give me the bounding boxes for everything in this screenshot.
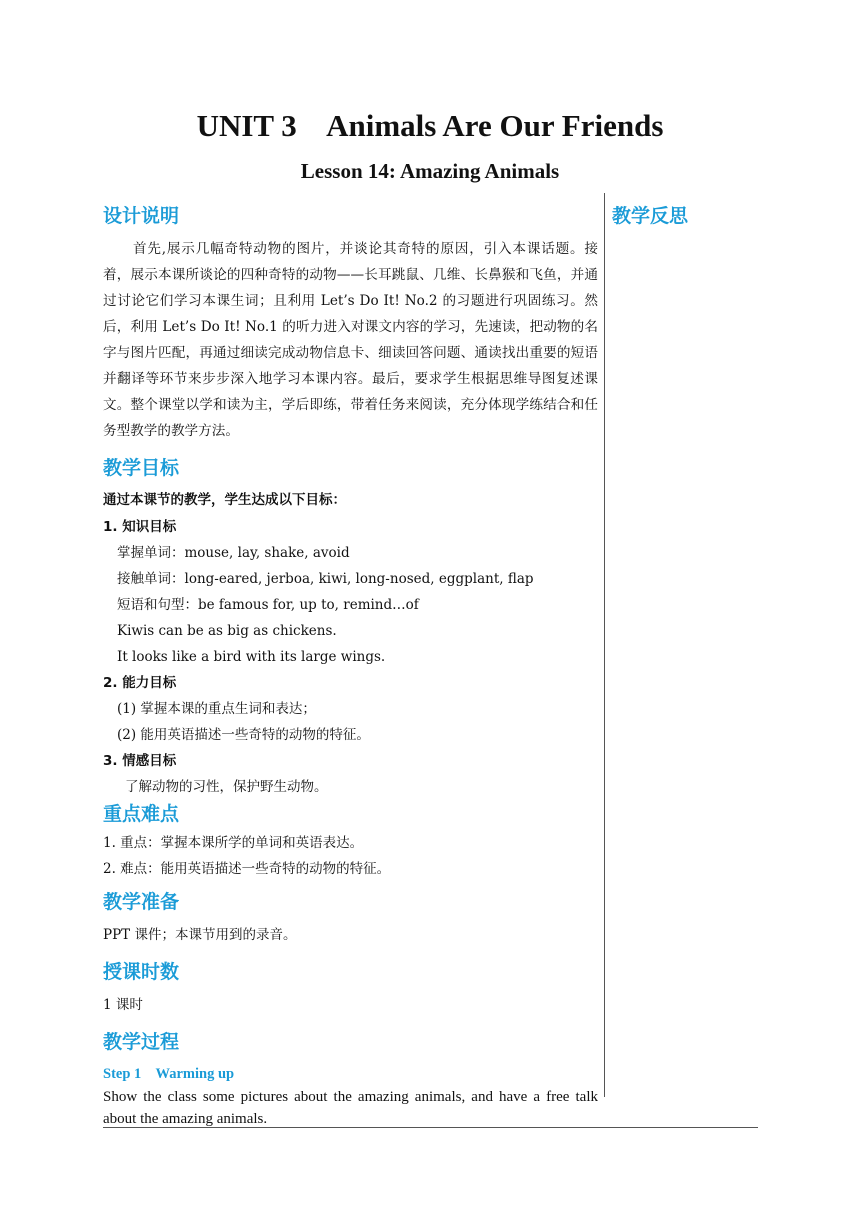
duration-text: 1 课时 [103,997,143,1013]
column-divider [604,193,605,1097]
emotion-heading: 3. 情感目标 [103,753,177,769]
step1-text: Show the class some pictures about the amazing animals, and have a free talk about the amazing animals. [103,1089,598,1127]
knowledge-line: 接触单词：long-eared, jerboa, kiwi, long-nosed, eggplant, flap [117,571,534,587]
design-heading: 设计说明 [103,205,180,227]
knowledge-heading: 1. 知识目标 [103,519,177,535]
design-paragraph: 首先,展示几幅奇特动物的图片，并谈论其奇特的原因，引入本课话题。接着，展示本课所谈论的四种奇特的动物——长耳跳鼠、几维、长鼻猴和飞鱼，并通过讨论它们学习本课生词；且利用 Let’s Do It! No.2 的习题进行巩固练习。然后，利用 Let’s Do It! No.1 的听力进入对课文内容的学习，先速读，把动物的名字与图片匹配，再通过细读完成动物信息卡、细读回答问题、通读找出重要的短语并翻译等环节来步步深入地学习本课内容。最后，要求学生根据思维导图复述课文。整个课堂以学和读为主，学后即练，带着任务来阅读，充分体现学练结合和任务型教学的教学方法。 [103,241,598,439]
knowledge-line: 掌握单词：mouse, lay, shake, avoid [117,545,350,561]
footer-rule [103,1127,758,1128]
reflection-heading: 教学反思 [612,205,689,227]
ability-line: (2) 能用英语描述一些奇特的动物的特征。 [117,727,370,743]
keypoints-heading: 重点难点 [103,803,180,825]
knowledge-line: 短语和句型：be famous for, up to, remind…of [117,597,419,613]
objectives-heading: 教学目标 [103,457,180,479]
duration-heading: 授课时数 [103,961,180,983]
lesson-title: Lesson 14: Amazing Animals [300,159,560,183]
knowledge-line: It looks like a bird with its large wings. [117,649,386,665]
process-heading: 教学过程 [103,1031,180,1053]
ability-heading: 2. 能力目标 [103,675,177,691]
preparation-text: PPT 课件；本课节用到的录音。 [103,927,297,943]
keypoint-line: 1. 重点：掌握本课所学的单词和英语表达。 [103,835,364,851]
preparation-heading: 教学准备 [103,891,180,913]
step1-title: Step 1 Warming up [103,1066,235,1082]
knowledge-line: Kiwis can be as big as chickens. [117,623,337,639]
keypoint-line: 2. 难点：能用英语描述一些奇特的动物的特征。 [103,861,391,877]
objectives-intro: 通过本课节的教学，学生达成以下目标： [103,492,346,508]
unit-title: UNIT 3 Animals Are Our Friends [196,108,664,143]
emotion-line: 了解动物的习性，保护野生动物。 [125,779,328,795]
ability-line: (1) 掌握本课的重点生词和表达； [117,701,316,717]
main-column [103,202,598,1130]
